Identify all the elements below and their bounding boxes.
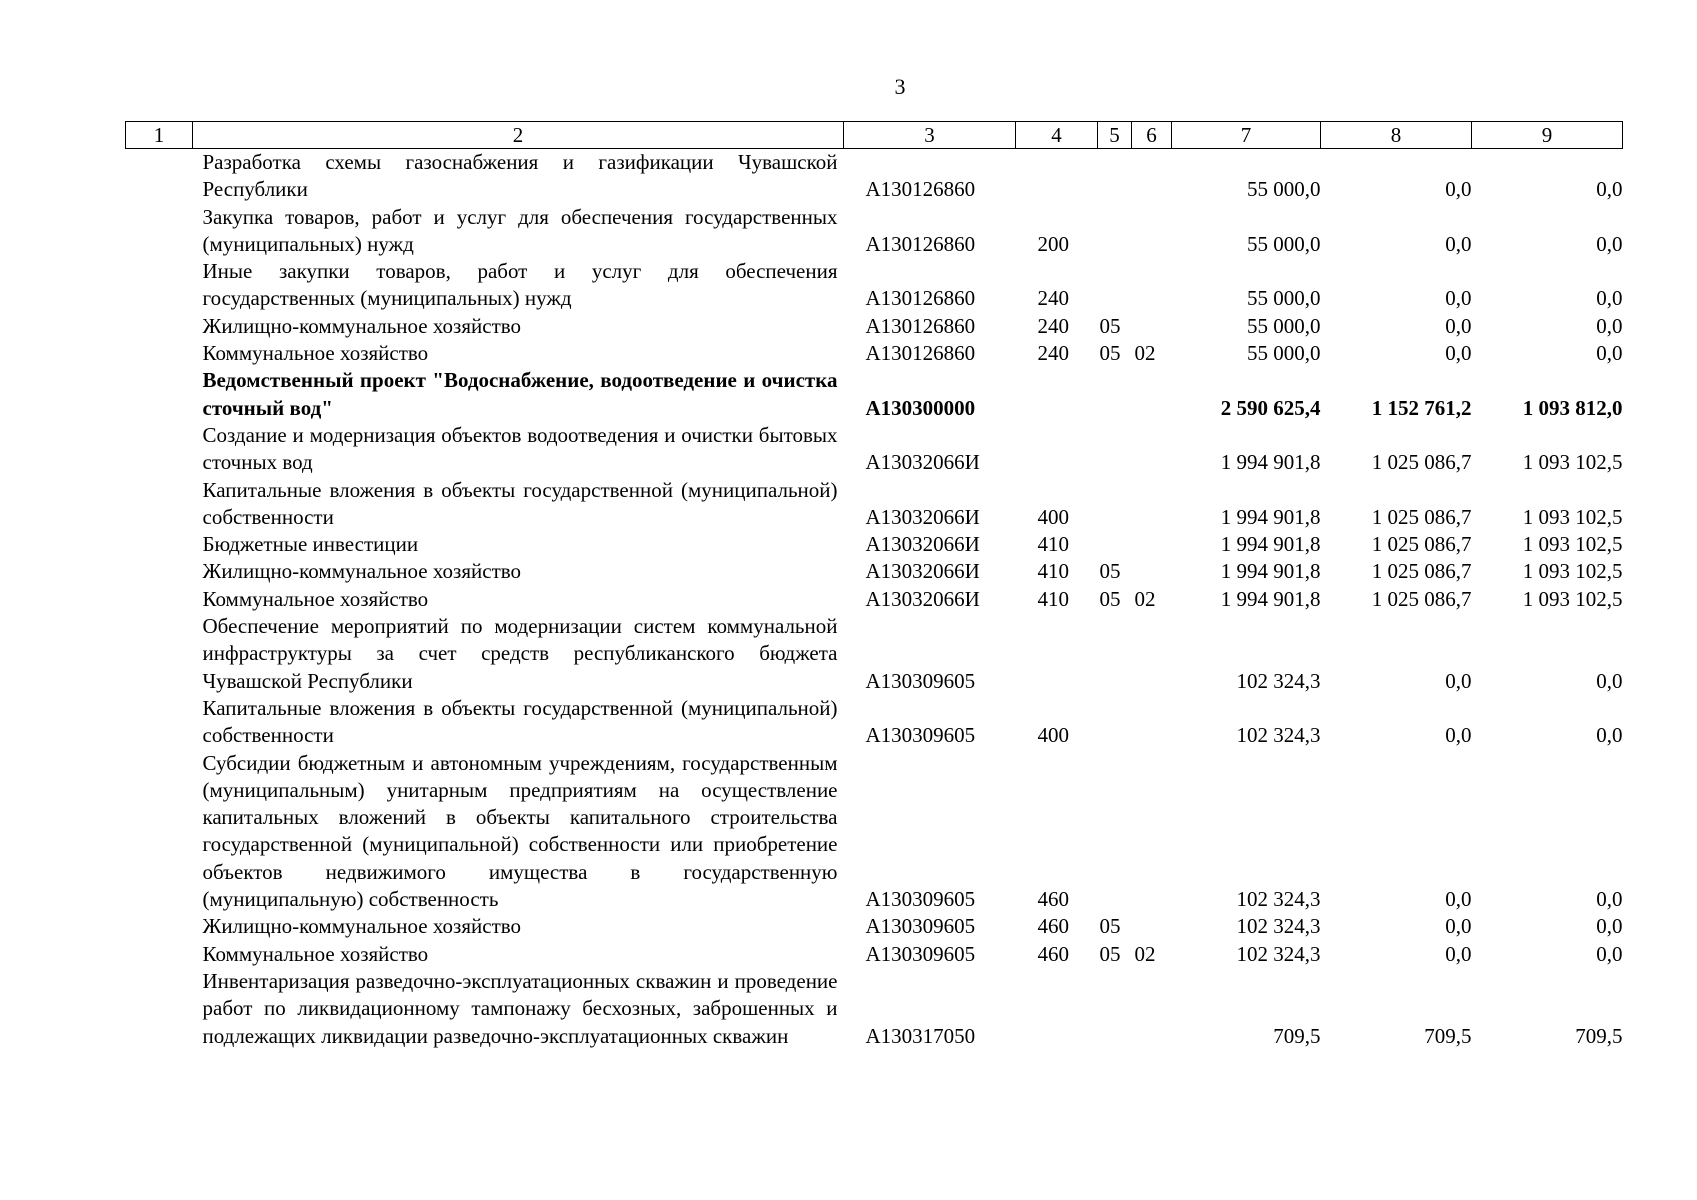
cell-target-code: А130126860: [865, 341, 976, 366]
cell-blank: [126, 340, 193, 367]
cell-section: [1098, 367, 1132, 422]
table-row: [126, 941, 1623, 968]
cell-subsection: 02: [1134, 586, 1156, 611]
cell-amount-col8: 0,0: [1445, 887, 1472, 912]
cell-section: 05: [1099, 559, 1121, 584]
cell-section: 05: [1099, 341, 1121, 366]
cell-subsection: [1132, 422, 1172, 477]
cell-blank: [126, 558, 193, 585]
cell-target-code: А13032066И: [865, 504, 980, 529]
cell-name: Бюджетные инвестиции: [202, 532, 419, 557]
cell-target-code: А130309605: [865, 887, 976, 912]
header-row: [126, 122, 1623, 149]
cell-subsection: [1132, 968, 1172, 1050]
cell-target-code: А130126860: [865, 313, 976, 338]
cell-blank: [126, 149, 193, 204]
table-row: [126, 367, 1623, 422]
cell-subsection: 02: [1134, 341, 1156, 366]
cell-name: Капитальные вложения в объекты государственной (муниципальной) собственности: [202, 477, 838, 529]
cell-amount-col8: 0,0: [1445, 723, 1472, 748]
cell-section: [1098, 695, 1132, 750]
cell-amount-col9: 0,0: [1596, 231, 1623, 256]
cell-amount-col8: 0,0: [1445, 941, 1472, 966]
cell-target-code: А13032066И: [865, 532, 980, 557]
cell-name: Субсидии бюджетным и автономным учреждениям, государственным (муниципальным) унитарным предприятиям на осуществление капитальных вложений в объекты капитального строительства государственной (муниципальной) собственности или приобретение объектов недвижимого имущества в государственную (муниципальную) собственность: [202, 750, 838, 912]
cell-subsection: 02: [1134, 941, 1156, 966]
column-header-7: 7: [1172, 122, 1321, 149]
cell-subsection: [1132, 750, 1172, 914]
cell-section: [1098, 204, 1132, 259]
column-header-8: 8: [1321, 122, 1472, 149]
cell-amount-col8: 0,0: [1445, 286, 1472, 311]
cell-amount-col9: 1 093 102,5: [1522, 559, 1623, 584]
table-row: [126, 531, 1623, 558]
cell-section: [1098, 149, 1132, 204]
cell-target-code: А130309605: [865, 914, 976, 939]
cell-subsection: [1132, 558, 1172, 585]
table-row: [126, 204, 1623, 259]
table-row: [126, 313, 1623, 340]
cell-section: [1098, 750, 1132, 914]
cell-section: 05: [1099, 914, 1121, 939]
cell-amount-col7: 1 994 901,8: [1220, 559, 1321, 584]
cell-amount-col7: 1 994 901,8: [1220, 586, 1321, 611]
cell-amount-col7: 55 000,0: [1247, 286, 1321, 311]
cell-blank: [126, 531, 193, 558]
cell-expense-type: 410: [1037, 559, 1069, 584]
cell-subsection: [1132, 477, 1172, 532]
table-row: [126, 613, 1623, 695]
cell-expense-type: 460: [1037, 941, 1069, 966]
cell-blank: [126, 913, 193, 940]
cell-subsection: [1132, 531, 1172, 558]
cell-section: [1098, 477, 1132, 532]
cell-amount-col9: 1 093 102,5: [1522, 586, 1623, 611]
cell-amount-col9: 0,0: [1596, 668, 1623, 693]
cell-target-code: А130309605: [865, 723, 976, 748]
cell-amount-col8: 1 025 086,7: [1371, 559, 1472, 584]
cell-expense-type: [1016, 422, 1098, 477]
table-row: [126, 258, 1623, 313]
cell-amount-col9: 0,0: [1596, 177, 1623, 202]
cell-amount-col7: 55 000,0: [1247, 231, 1321, 256]
cell-amount-col8: 1 025 086,7: [1371, 450, 1472, 475]
cell-amount-col7: 102 324,3: [1236, 668, 1321, 693]
page-number: 3: [894, 74, 906, 99]
cell-amount-col9: 1 093 102,5: [1522, 504, 1623, 529]
cell-subsection: [1132, 695, 1172, 750]
cell-target-code: А13032066И: [865, 586, 980, 611]
cell-blank: [126, 941, 193, 968]
cell-expense-type: 460: [1037, 887, 1069, 912]
cell-expense-type: 460: [1037, 914, 1069, 939]
cell-amount-col9: 0,0: [1596, 286, 1623, 311]
cell-amount-col7: 102 324,3: [1236, 887, 1321, 912]
cell-expense-type: [1016, 149, 1098, 204]
cell-amount-col8: 0,0: [1445, 177, 1472, 202]
cell-name: Жилищно-коммунальное хозяйство: [202, 313, 522, 338]
cell-amount-col9: 0,0: [1596, 941, 1623, 966]
cell-expense-type: 410: [1037, 532, 1069, 557]
cell-amount-col9: 0,0: [1596, 313, 1623, 338]
cell-amount-col8: 0,0: [1445, 341, 1472, 366]
cell-expense-type: 240: [1037, 313, 1069, 338]
table-row: [126, 558, 1623, 585]
cell-amount-col9: 0,0: [1596, 341, 1623, 366]
cell-blank: [126, 586, 193, 613]
table-row: [126, 695, 1623, 750]
cell-amount-col9: 1 093 102,5: [1522, 532, 1623, 557]
cell-name: Инвентаризация разведочно-эксплуатационных скважин и проведение работ по ликвидационному тампонажу бесхозных, заброшенных и подлежащих ликвидации разведочно-эксплуатационных скважин: [202, 968, 838, 1048]
cell-name: Капитальные вложения в объекты государственной (муниципальной) собственности: [202, 695, 838, 748]
cell-blank: [126, 204, 193, 259]
cell-expense-type: [1016, 613, 1098, 695]
cell-section: [1098, 968, 1132, 1050]
cell-name: Иные закупки товаров, работ и услуг для обеспечения государственных (муниципальных) нужд: [202, 259, 838, 311]
cell-section: [1098, 258, 1132, 313]
cell-amount-col7: 2 590 625,4: [1220, 395, 1321, 420]
cell-name: Жилищно-коммунальное хозяйство: [202, 914, 522, 939]
table-row: [126, 750, 1623, 914]
budget-table: [125, 121, 1623, 1050]
cell-amount-col8: 0,0: [1445, 668, 1472, 693]
cell-amount-col9: 0,0: [1596, 887, 1623, 912]
cell-blank: [126, 477, 193, 532]
cell-amount-col7: 102 324,3: [1236, 941, 1321, 966]
cell-name: Ведомственный проект "Водоснабжение, водоотведение и очистка сточный вод": [202, 368, 838, 420]
cell-amount-col8: 1 025 086,7: [1371, 504, 1472, 529]
cell-target-code: А130309605: [865, 941, 976, 966]
cell-amount-col8: 0,0: [1445, 914, 1472, 939]
cell-subsection: [1132, 258, 1172, 313]
cell-expense-type: 200: [1037, 231, 1069, 256]
cell-expense-type: [1016, 367, 1098, 422]
cell-amount-col9: 1 093 102,5: [1522, 450, 1623, 475]
cell-amount-col9: 709,5: [1575, 1023, 1623, 1048]
cell-name: Жилищно-коммунальное хозяйство: [202, 559, 522, 584]
cell-section: 05: [1099, 586, 1121, 611]
cell-section: [1098, 613, 1132, 695]
cell-name: Закупка товаров, работ и услуг для обеспечения государственных (муниципальных) нужд: [202, 204, 838, 256]
cell-amount-col8: 1 152 761,2: [1371, 395, 1472, 420]
cell-section: 05: [1099, 313, 1121, 338]
cell-amount-col8: 0,0: [1445, 313, 1472, 338]
table-row: [126, 340, 1623, 367]
cell-blank: [126, 258, 193, 313]
cell-amount-col9: 1 093 812,0: [1522, 395, 1623, 420]
cell-blank: [126, 613, 193, 695]
cell-blank: [126, 422, 193, 477]
cell-amount-col7: 55 000,0: [1247, 341, 1321, 366]
cell-target-code: А130126860: [865, 286, 976, 311]
cell-target-code: А130300000: [865, 395, 976, 420]
cell-amount-col8: 1 025 086,7: [1371, 532, 1472, 557]
cell-name: Обеспечение мероприятий по модернизации систем коммунальной инфраструктуры за счет средств республиканского бюджета Чувашской Республики: [202, 614, 838, 693]
cell-target-code: А130309605: [865, 668, 976, 693]
cell-amount-col7: 102 324,3: [1236, 723, 1321, 748]
cell-expense-type: 410: [1037, 586, 1069, 611]
cell-amount-col7: 1 994 901,8: [1220, 504, 1321, 529]
table-row: [126, 586, 1623, 613]
cell-target-code: А13032066И: [865, 450, 980, 475]
column-header-4: 4: [1016, 122, 1098, 149]
cell-blank: [126, 367, 193, 422]
table-row: [126, 422, 1623, 477]
cell-section: [1098, 531, 1132, 558]
cell-subsection: [1132, 367, 1172, 422]
cell-subsection: [1132, 204, 1172, 259]
cell-expense-type: [1016, 968, 1098, 1050]
cell-amount-col8: 0,0: [1445, 231, 1472, 256]
cell-subsection: [1132, 613, 1172, 695]
cell-amount-col7: 102 324,3: [1236, 914, 1321, 939]
column-header-3: 3: [844, 122, 1016, 149]
column-header-1: 1: [126, 122, 193, 149]
cell-subsection: [1132, 313, 1172, 340]
cell-name: Коммунальное хозяйство: [202, 341, 429, 366]
cell-target-code: А13032066И: [865, 559, 980, 584]
column-header-5: 5: [1098, 122, 1132, 149]
cell-blank: [126, 750, 193, 914]
cell-target-code: А130126860: [865, 231, 976, 256]
cell-target-code: А130126860: [865, 177, 976, 202]
cell-expense-type: 240: [1037, 341, 1069, 366]
cell-amount-col7: 55 000,0: [1247, 177, 1321, 202]
cell-target-code: А130317050: [865, 1023, 976, 1048]
cell-subsection: [1132, 149, 1172, 204]
cell-subsection: [1132, 913, 1172, 940]
column-header-9: 9: [1472, 122, 1623, 149]
cell-name: Коммунальное хозяйство: [202, 941, 429, 966]
cell-amount-col9: 0,0: [1596, 914, 1623, 939]
cell-amount-col9: 0,0: [1596, 723, 1623, 748]
cell-section: [1098, 422, 1132, 477]
cell-expense-type: 240: [1037, 286, 1069, 311]
cell-blank: [126, 313, 193, 340]
cell-amount-col8: 709,5: [1424, 1023, 1472, 1048]
cell-amount-col7: 709,5: [1273, 1023, 1321, 1048]
table-row: [126, 913, 1623, 940]
cell-name: Коммунальное хозяйство: [202, 586, 429, 611]
column-header-6: 6: [1132, 122, 1172, 149]
table-row: [126, 149, 1623, 204]
cell-amount-col8: 1 025 086,7: [1371, 586, 1472, 611]
table-row: [126, 477, 1623, 532]
cell-blank: [126, 695, 193, 750]
cell-name: Разработка схемы газоснабжения и газификации Чувашской Республики: [202, 150, 838, 202]
table-body: [126, 149, 1623, 1050]
cell-expense-type: 400: [1037, 723, 1069, 748]
cell-section: 05: [1099, 941, 1121, 966]
cell-amount-col7: 1 994 901,8: [1220, 450, 1321, 475]
cell-blank: [126, 968, 193, 1050]
column-header-2: 2: [193, 122, 844, 149]
cell-amount-col7: 55 000,0: [1247, 313, 1321, 338]
cell-amount-col7: 1 994 901,8: [1220, 532, 1321, 557]
cell-name: Создание и модернизация объектов водоотведения и очистки бытовых сточных вод: [202, 422, 838, 475]
cell-expense-type: 400: [1037, 504, 1069, 529]
table-row: [126, 968, 1623, 1050]
